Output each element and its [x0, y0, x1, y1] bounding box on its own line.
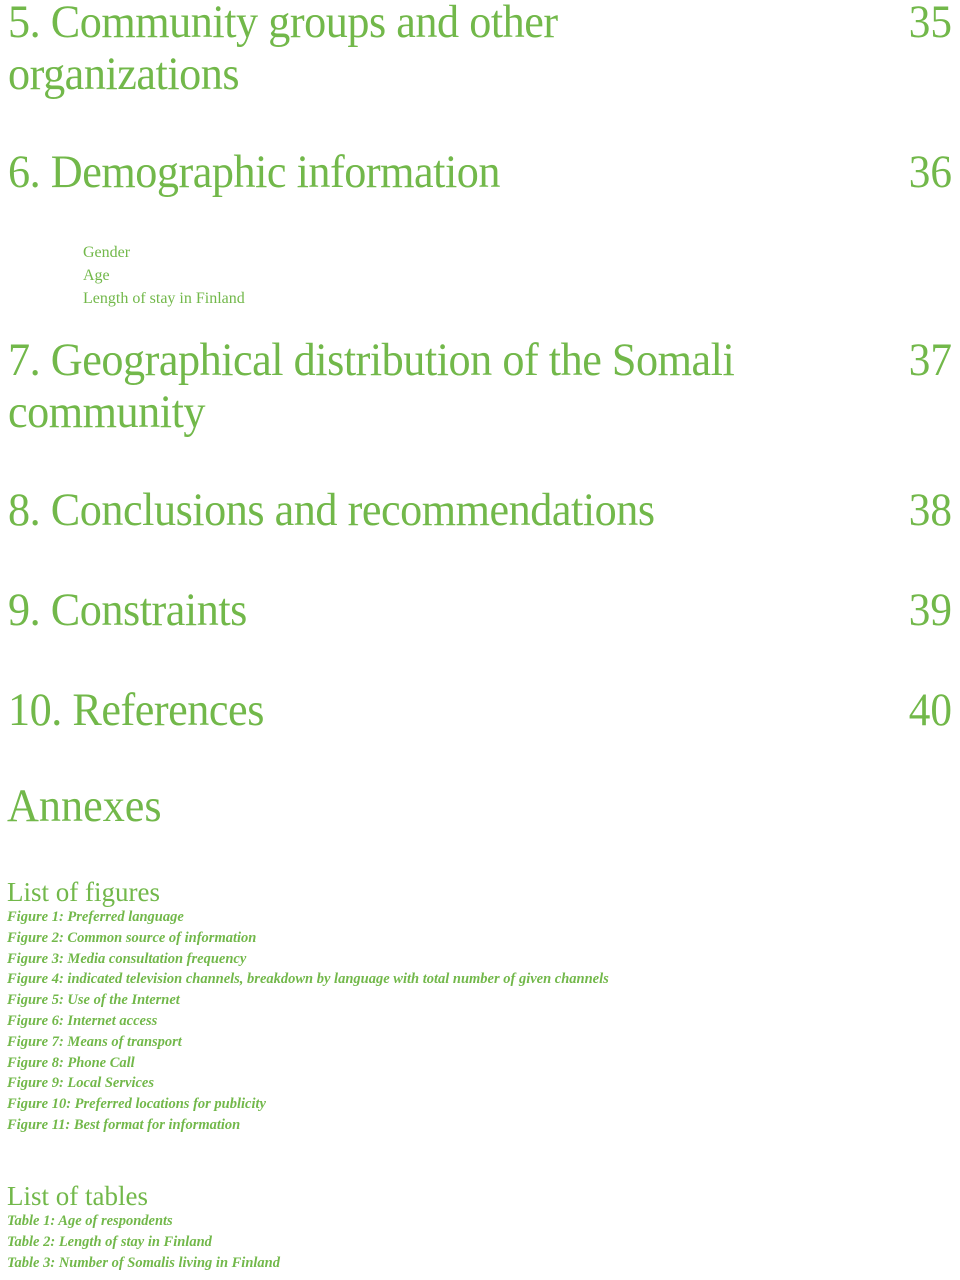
list-of-tables-heading: List of tables: [7, 1181, 148, 1211]
demographic-subsections: [83, 241, 245, 310]
toc-entry-6-page[interactable]: 36: [908, 146, 952, 198]
toc-entry-5-line2: organizations: [8, 48, 240, 100]
figure-list-item[interactable]: Figure 4: indicated television channels, breakdown by language with total number of given channels: [7, 971, 609, 988]
table-list-item[interactable]: Table 3: Number of Somalis living in Finland: [7, 1254, 280, 1271]
table-list-item[interactable]: Table 1: Age of respondents: [7, 1213, 173, 1229]
subsection-age[interactable]: Age: [83, 267, 110, 284]
toc-entry-7-title[interactable]: [8, 334, 734, 438]
figure-list-item[interactable]: Figure 10: Preferred locations for publicity: [7, 1096, 266, 1113]
toc-entry-5-title[interactable]: [8, 0, 558, 100]
toc-entry-9-title[interactable]: [8, 584, 247, 636]
figure-list-item[interactable]: Figure 6: Internet access: [7, 1012, 158, 1029]
subsection-length-of-stay[interactable]: Length of stay in Finland: [83, 290, 245, 307]
annexes-heading: Annexes: [7, 780, 162, 832]
figure-list-item[interactable]: Figure 1: Preferred language: [7, 909, 184, 925]
figure-list-item[interactable]: Figure 2: Common source of information: [7, 929, 257, 946]
toc-entry-9-line1: 9. Constraints: [8, 584, 247, 636]
toc-entry-6-title[interactable]: [8, 146, 500, 198]
figure-list-item[interactable]: Figure 5: Use of the Internet: [7, 992, 180, 1009]
figure-list-item[interactable]: Figure 9: Local Services: [7, 1075, 154, 1092]
table-list-item[interactable]: Table 2: Length of stay in Finland: [7, 1233, 212, 1250]
toc-entry-8-title[interactable]: [8, 484, 655, 536]
toc-entry-7-page[interactable]: 37: [908, 334, 952, 386]
toc-entry-10-line1: 10. References: [8, 684, 264, 736]
toc-entry-10-page[interactable]: 40: [908, 684, 952, 736]
figures-list: [7, 907, 609, 1136]
toc-entry-5-page[interactable]: 35: [908, 0, 952, 48]
toc-entry-7-line2: community: [8, 386, 206, 438]
toc-entry-6-line1: 6. Demographic information: [8, 146, 501, 198]
toc-entry-8-page[interactable]: 38: [908, 484, 952, 536]
list-of-figures-heading: List of figures: [7, 877, 160, 907]
subsection-gender[interactable]: Gender: [83, 244, 131, 261]
figure-list-item[interactable]: Figure 3: Media consultation frequency: [7, 950, 247, 967]
toc-entry-5-line1: 5. Community groups and other: [8, 0, 558, 48]
figure-list-item[interactable]: Figure 11: Best format for information: [7, 1116, 241, 1133]
toc-entry-10-title[interactable]: [8, 684, 264, 736]
toc-entry-8-line1: 8. Conclusions and recommendations: [8, 484, 655, 536]
toc-entry-9-page[interactable]: 39: [908, 584, 952, 636]
toc-entry-7-line1: 7. Geographical distribution of the Somali: [8, 334, 735, 386]
figure-list-item[interactable]: Figure 7: Means of transport: [7, 1033, 182, 1050]
figure-list-item[interactable]: Figure 8: Phone Call: [7, 1054, 135, 1071]
tables-list: [7, 1211, 280, 1273]
